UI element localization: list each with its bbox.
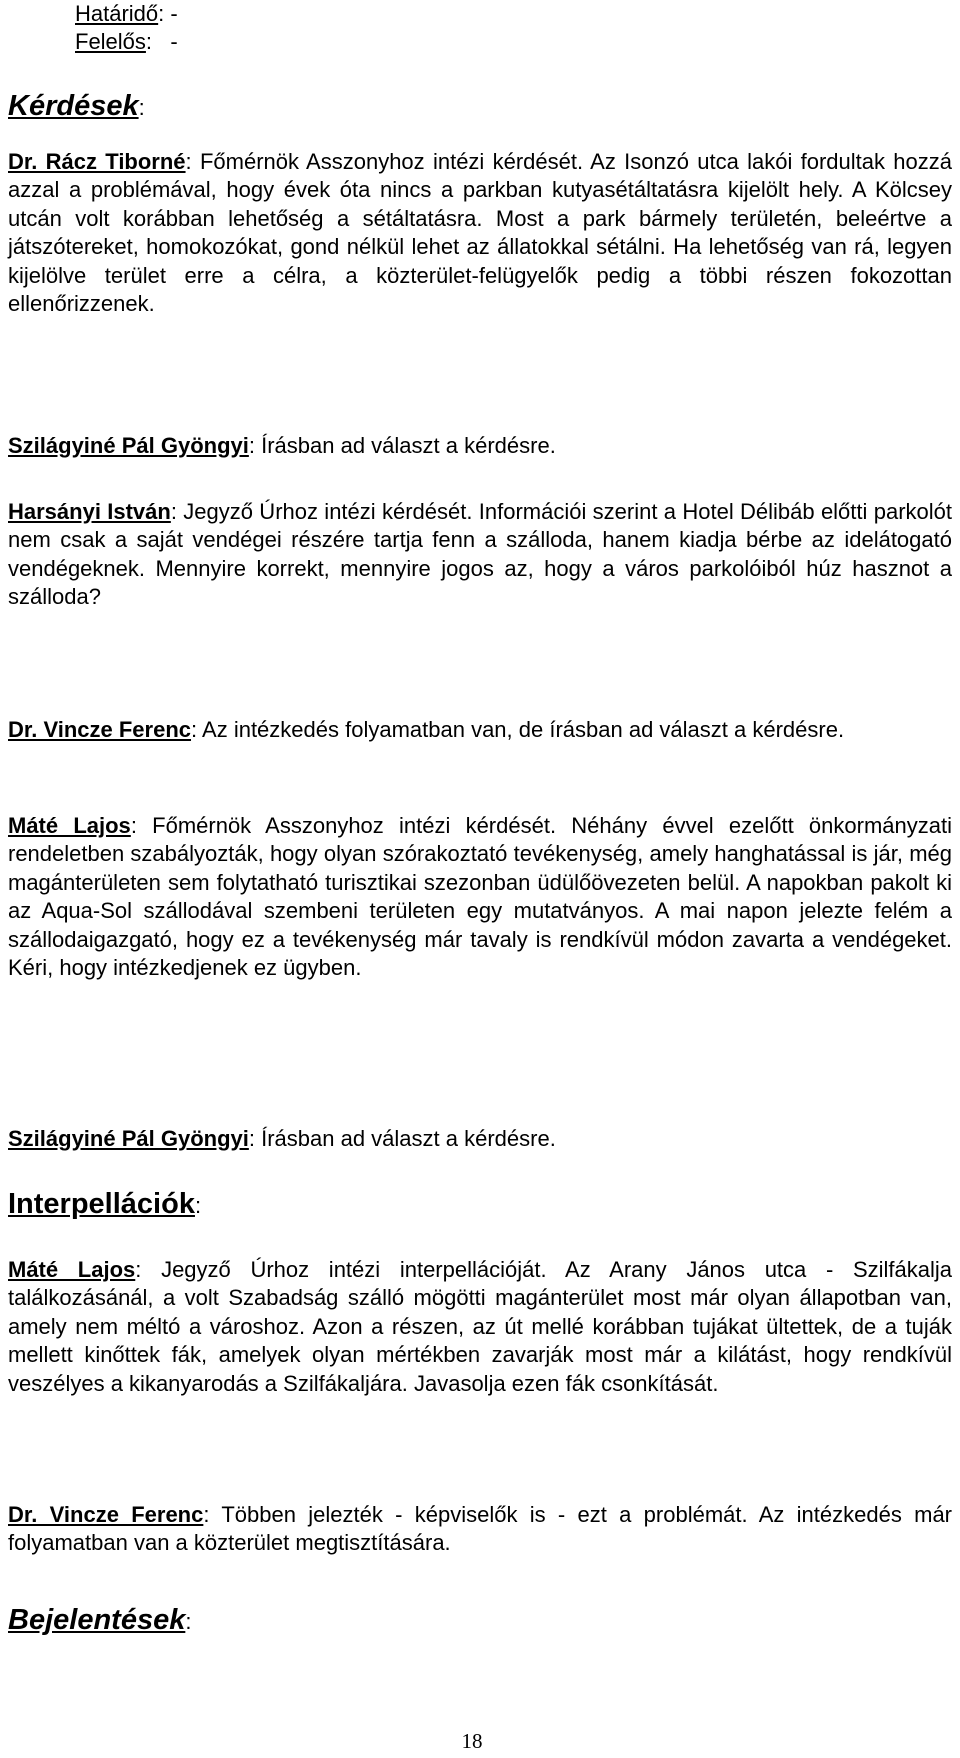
entry-text: Jegyző Úrhoz intézi kérdését. Információi szerint a Hotel Délibáb előtti parkolót nem csak a saját vendégei részére tartja fenn a szálloda, hanem kiadja bérbe az idelátogató vendégeknek. Mennyire korrekt, mennyire jogos az, hogy a város parkolóiból húz hasznot a szálloda? — [8, 499, 952, 610]
entry-harsanyi: Harsányi István: Jegyző Úrhoz intézi kérdését. Információi szerint a Hotel Délibáb előtti parkolót nem csak a saját vendégei részére tartja fenn a szálloda, hanem kiadja bérbe az idelátogató vendégeknek. Mennyire korrekt, mennyire jogos az, hogy a város parkolóiból húz hasznot a szálloda? — [8, 499, 952, 610]
entry-text: Főmérnök Asszonyhoz intézi kérdését. Néhány évvel ezelőtt önkormányzati rendeletben szabályozták, hogy olyan szórakoztató tevékenység, amely hanghatással is jár, még magánterületen sem folytatható turisztikai szezonban üdülőövezeten belül. A napokban pakolt ki az Aqua-Sol szállodával szembeni területen egy mutatványos. A mai napon jelezte felém a szállodaigazgató, hogy ez a tevékenység már tavaly is rendkívül módon zavarta a vendégeket. Kéri, hogy intézkedjenek ez ügyben. — [8, 813, 952, 981]
entry-racz: Dr. Rácz Tiborné: Főmérnök Asszonyhoz intézi kérdését. Az Isonzó utca lakói fordultak hozzá azzal a problémával, hogy évek óta nincs a parkban kutyasétáltatásra kijelölt hely. A Kölcsey utcán volt korábban lehetőség a sétáltatásra. Most a park bármely területén, beleértve a játszótereket, homokozókat, gond nélkül lehet az állatokkal sétálni. Ha lehetőség van rá, legyen kijelölve terület erre a célra, a közterület-felügyelők pedig a többi részen fokozottan ellenőrizzenek. — [8, 149, 952, 317]
entry-vincze-1: Dr. Vincze Ferenc: Az intézkedés folyamatban van, de írásban ad választ a kérdésre. — [8, 717, 845, 742]
speaker-name: Dr. Vincze Ferenc — [8, 1502, 204, 1527]
responsible-value: - — [170, 29, 178, 54]
entry-text: Főmérnök Asszonyhoz intézi kérdését. Az Isonzó utca lakói fordultak hozzá azzal a problémával, hogy évek óta nincs a parkban kutyasétáltatásra kijelölt hely. A Kölcsey utcán volt korábban lehetőség a sétáltatásra. Most a park bármely területén, beleértve a játszótereket, homokozókat, gond nélkül lehet az állatokkal sétálni. Ha lehetőség van rá, legyen kijelölve terület erre a célra, a közterület-felügyelők pedig a többi részen fokozottan ellenőrizzenek. — [8, 149, 952, 317]
speaker-name: Harsányi István — [8, 499, 171, 524]
announcements-heading: Bejelentések: — [8, 1604, 192, 1636]
page-number: 18 — [461, 1729, 483, 1753]
entry-text: Írásban ad választ a kérdésre. — [261, 1126, 556, 1151]
entry-mate-1: Máté Lajos: Főmérnök Asszonyhoz intézi kérdését. Néhány évvel ezelőtt önkormányzati rendeletben szabályozták, hogy olyan szórakoztató tevékenység, amely hanghatással is jár, még magánterületen sem folytatható turisztikai szezonban üdülőövezeten belül. A napokban pakolt ki az Aqua-Sol szállodával szembeni területen egy mutatványos. A mai napon jelezte felém a szállodaigazgató, hogy ez a tevékenység már tavaly is rendkívül módon zavarta a vendégeket. Kéri, hogy intézkedjenek ez ügyben. — [8, 813, 952, 981]
speaker-name: Máté Lajos — [8, 813, 131, 838]
responsible-label: Felelős — [75, 29, 146, 54]
deadline-value: - — [170, 1, 178, 26]
entry-text: Többen jelezték - képviselők is - ezt a problémát. Az intézkedés már folyamatban van a közterület megtisztítására. — [8, 1502, 952, 1556]
speaker-name: Dr. Vincze Ferenc — [8, 717, 192, 742]
deadline-line: Határidő: - — [75, 1, 178, 26]
interpellations-heading: Interpellációk: — [8, 1188, 202, 1220]
responsible-line: Felelős: - — [75, 29, 178, 54]
interpellation-vincze: Dr. Vincze Ferenc: Többen jelezték - képviselők is - ezt a problémát. Az intézkedés már folyamatban van a közterület megtisztítására. — [8, 1502, 952, 1556]
speaker-name: Máté Lajos — [8, 1257, 136, 1282]
entry-text: Írásban ad választ a kérdésre. — [261, 433, 556, 458]
speaker-name: Szilágyiné Pál Gyöngyi — [8, 1126, 249, 1151]
speaker-name: Szilágyiné Pál Gyöngyi — [8, 433, 249, 458]
interpellation-mate: Máté Lajos: Jegyző Úrhoz intézi interpellációját. Az Arany János utca - Szilfákalja találkozásánál, a volt Szabadság szálló mögötti magánterület most már olyan állapotban van, amely nem méltó a városhoz. Azon a részen, az út mellé korábban tujákat ültettek, de a tuják mellett kinőttek fák, amelyek olyan mértékben zavarják most már a kilátást, hogy rendkívül veszélyes a kikanyarodás a Szilfákaljára. Javasolja ezen fák csonkítását. — [8, 1257, 952, 1396]
entry-szilagyine-2: Szilágyiné Pál Gyöngyi: Írásban ad választ a kérdésre. — [8, 1126, 556, 1151]
entry-text: Jegyző Úrhoz intézi interpellációját. Az Arany János utca - Szilfákalja találkozásánál, a volt Szabadság szálló mögötti magánterület most már olyan állapotban van, amely nem méltó a városhoz. Azon a részen, az út mellé korábban tujákat ültettek, de a tuják mellett kinőttek fák, amelyek olyan mértékben zavarják most már a kilátást, hogy rendkívül veszélyes a kikanyarodás a Szilfákaljára. Javasolja ezen fák csonkítását. — [8, 1257, 952, 1396]
entry-szilagyine-1: Szilágyiné Pál Gyöngyi: Írásban ad választ a kérdésre. — [8, 433, 556, 458]
entry-text: Az intézkedés folyamatban van, de írásban ad választ a kérdésre. — [202, 717, 845, 742]
speaker-name: Dr. Rácz Tiborné — [8, 149, 186, 174]
deadline-label: Határidő — [75, 1, 159, 26]
questions-heading: Kérdések: — [8, 90, 145, 122]
meta-block — [8, 0, 178, 56]
